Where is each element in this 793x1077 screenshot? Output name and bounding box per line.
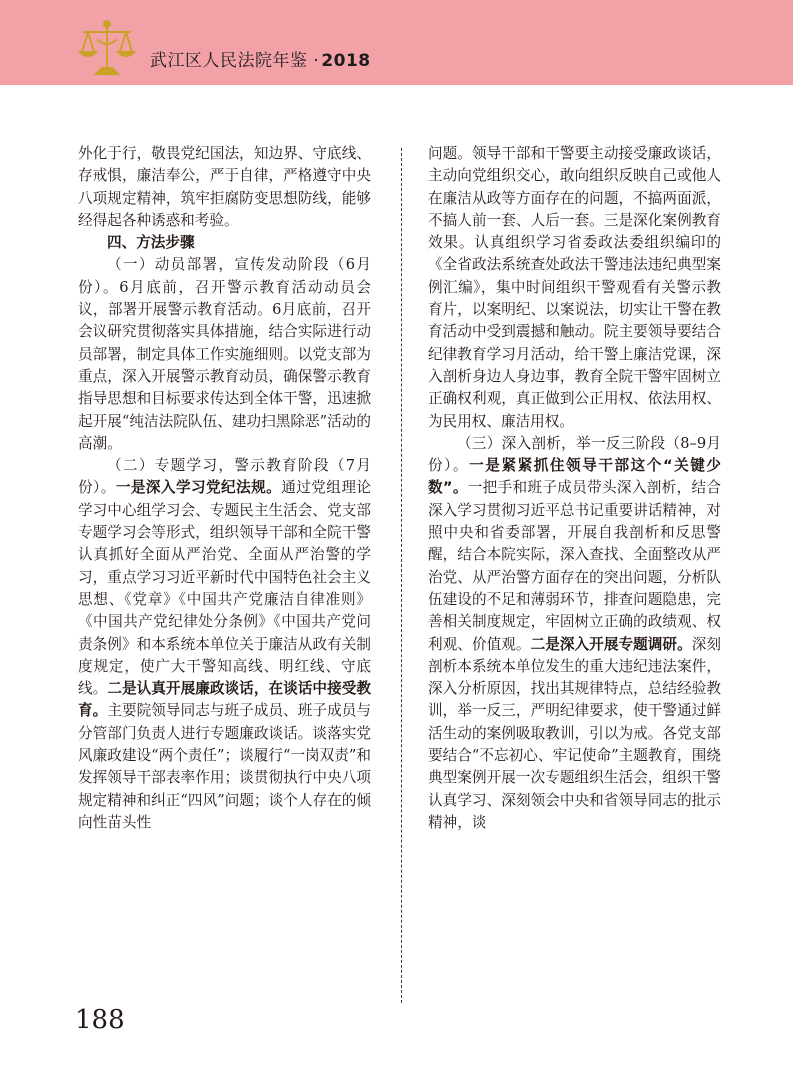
book-title-text: 武江区人民法院年鉴 bbox=[150, 51, 308, 71]
paragraph: 外化于行，敬畏党纪国法，知边界、守底线、存戒惧，廉洁奉公，严于自律，严格遵守中央八项规定精神，筑牢拒腐防变思想防线，能够经得起各种诱惑和考验。 bbox=[78, 145, 371, 229]
right-column bbox=[428, 143, 721, 834]
section-heading: 四、方法步骤 bbox=[107, 234, 195, 252]
bold-emphasis: 一是紧紧抓住领导干部这个“关键少数”。 bbox=[428, 457, 722, 497]
paragraph-text: 通过党组理论学习中心组学习会、专题民主生活会、党支部专题学习会等形式，组织领导干部和全院干警认真抓好全面从严治党、全面从严治警的学习，重点学习习近平新时代中国特色社会主义思想、《党章》《中国共产党廉洁自律准则》《中国共产党纪律处分条例》《中国共产党问责条例》和本系统本单位关于廉洁从政有关制度规定，使广大干警知高线、明红线、守底线。 bbox=[78, 479, 371, 698]
scales-of-justice-icon bbox=[78, 18, 136, 78]
bold-emphasis: 一是深入学习党纪法规。 bbox=[115, 479, 282, 497]
paragraph: 问题。领导干部和干警要主动接受廉政谈话，主动向党组织交心，敢向组织反映自己或他人在廉洁从政等方面存在的问题，不搞两面派，不搞人前一套、人后一套。三是深化案例教育效果。认真组织学习省委政法委组织编印的《全省政法系统查处政法干警违法违纪典型案例汇编》，集中时间组织干警观看有关警示教育片，以案明纪、以案说法，切实让干警在教育活动中受到震撼和触动。院主要领导要结合纪律教育学习月活动，给干警上廉洁党课，深入剖析身边人身边事，教育全院干警牢固树立正确权利观，真正做到公正用权、依法用权、为民用权、廉洁用权。 bbox=[428, 145, 721, 430]
paragraph bbox=[428, 433, 721, 834]
paragraph-text: 主要院领导同志与班子成员、班子成员与分管部门负责人进行专题廉政谈话。谈落实党风廉政建设“两个责任”；谈履行“一岗双责”和发挥领导干部表率作用；谈贯彻执行中央八项规定精神和纠正“四风”问题；谈个人存在的倾向性苗头性 bbox=[78, 702, 371, 831]
paragraph-text: 一把手和班子成员带头深入剖析，结合深入学习贯彻习近平总书记重要讲话精神，对照中央和省委部署，开展自我剖析和反思警醒，结合本院实际，深入查找、全面整改从严治党、从严治警方面存在的突出问题，分析队伍建设的不足和薄弱环节，排查问题隐患，完善相关制度规定，牢固树立正确的政绩观、权利观、价值观。 bbox=[428, 479, 721, 653]
paragraph: （一）动员部署，宣传发动阶段（6月份）。6月底前，召开警示教育活动动员会议，部署开展警示教育活动。6月底前，召开会议研究贯彻落实具体措施，结合实际进行动员部署，制定具体工作实施细则。以党支部为重点，深入开展警示教育动员，确保警示教育指导思想和目标要求传达到全体干警，迅速掀起开展“纯洁法院队伍、建功扫黑除恶”活动的高潮。 bbox=[78, 256, 371, 452]
left-column bbox=[78, 143, 371, 834]
page-header bbox=[0, 0, 793, 85]
book-year: 2018 bbox=[321, 51, 371, 71]
bold-emphasis: 二是认真开展廉政谈话，在谈话中接受教育。 bbox=[78, 680, 371, 720]
title-separator: · bbox=[313, 51, 320, 71]
column-divider bbox=[401, 148, 402, 1003]
paragraph-text: （二）专题学习，警示教育阶段（7月份）。 bbox=[78, 457, 371, 497]
bold-emphasis: 二是深入开展专题调研。 bbox=[530, 635, 692, 653]
page-number: 188 bbox=[75, 1005, 125, 1035]
paragraph-text: 深刻剖析本系统本单位发生的重大违纪违法案件，深入分析原因，找出其规律特点，总结经验教训，举一反三，严明纪律要求，使干警通过鲜活生动的案例吸取教训，引以为戒。各党支部要结合“不忘初心、牢记使命”主题教育，围绕典型案例开展一次专题组织生活会，组织干警认真学习、深刻领会中央和省领导同志的批示精神，谈 bbox=[428, 635, 721, 831]
paragraph bbox=[78, 455, 371, 834]
paragraph-text: （三）深入剖析，举一反三阶段（8–9月份）。 bbox=[428, 434, 721, 475]
book-title bbox=[150, 46, 371, 71]
